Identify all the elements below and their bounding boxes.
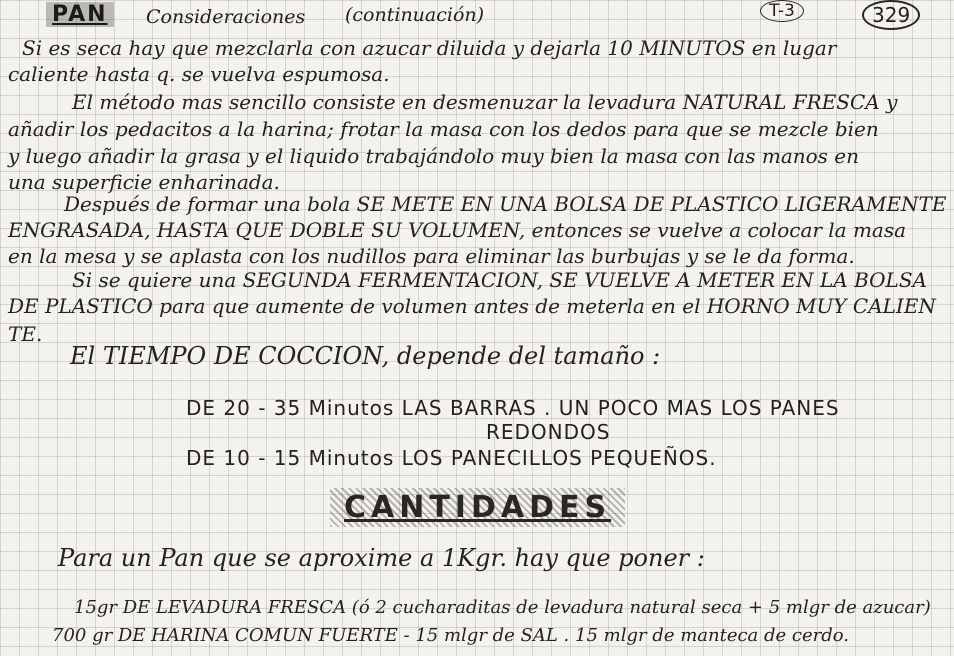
ingredient-line: 15gr DE LEVADURA FRESCA (ó 2 cucharaditas de levadura natural seca + 5 mlgr de azucar) bbox=[74, 597, 931, 618]
text-line: una superficie enharinada. bbox=[8, 170, 280, 194]
text-line: Después de formar una bola SE METE EN UNA BOLSA DE PLASTICO LIGERAMENTE bbox=[64, 192, 947, 216]
coccion-row: DE 20 - 35 Minutos LAS BARRAS . UN POCO MAS LOS PANES bbox=[186, 396, 840, 420]
continuation-note: (continuación) bbox=[345, 4, 485, 26]
text-line: Si se quiere una SEGUNDA FERMENTACION, SE VUELVE A METER EN LA BOLSA bbox=[72, 268, 927, 292]
text-line: en la mesa y se aplasta con los nudillos para eliminar las burbujas y se le da forma. bbox=[8, 244, 855, 268]
page-subtitle: Consideraciones bbox=[146, 6, 306, 28]
ingredient-line: 700 gr DE HARINA COMUN FUERTE - 15 mlgr de SAL . 15 mlgr de manteca de cerdo. bbox=[52, 625, 850, 646]
cantidades-heading: CANTIDADES bbox=[330, 488, 625, 527]
tab-label: T-3 bbox=[760, 0, 804, 22]
text-line: TE. bbox=[8, 322, 43, 346]
text-line: El método mas sencillo consiste en desmenuzar la levadura NATURAL FRESCA y bbox=[72, 90, 898, 114]
cantidades-intro: Para un Pan que se aproxime a 1Kgr. hay que poner : bbox=[58, 544, 705, 572]
text-line: y luego añadir la grasa y el liquido trabajándolo muy bien la masa con las manos en bbox=[8, 144, 859, 168]
coccion-heading: El TIEMPO DE COCCION, depende del tamaño : bbox=[70, 342, 661, 370]
coccion-row-continued: REDONDOS bbox=[486, 420, 611, 444]
text-line: Si es seca hay que mezclarla con azucar diluida y dejarla 10 MINUTOS en lugar bbox=[22, 36, 837, 60]
text-line: DE PLASTICO para que aumente de volumen antes de meterla en el HORNO MUY CALIEN bbox=[8, 294, 936, 318]
page-title: PAN bbox=[46, 2, 114, 27]
text-line: caliente hasta q. se vuelva espumosa. bbox=[8, 62, 390, 86]
text-line: ENGRASADA, HASTA QUE DOBLE SU VOLUMEN, entonces se vuelve a colocar la masa bbox=[8, 218, 907, 242]
page-number: 329 bbox=[862, 0, 920, 30]
coccion-row: DE 10 - 15 Minutos LOS PANECILLOS PEQUEÑOS. bbox=[186, 446, 717, 470]
text-line: añadir los pedacitos a la harina; frotar la masa con los dedos para que se mezcle bien bbox=[8, 117, 879, 141]
